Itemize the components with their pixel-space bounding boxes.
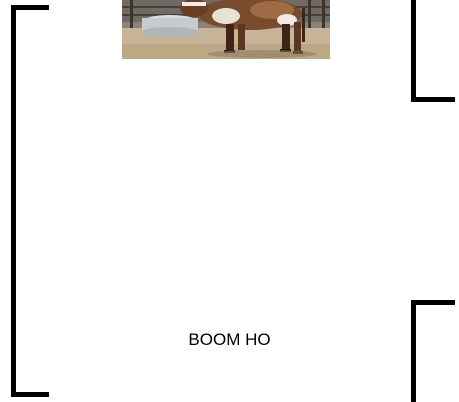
caption-text: BOOM HO <box>188 330 271 349</box>
lower-right-bracket-arm <box>411 300 455 305</box>
upper-right-bracket-spine <box>411 0 416 102</box>
upper-right-bracket-arm <box>411 97 455 102</box>
cattle-photo <box>122 0 330 59</box>
longhorn-cattle-photo-icon <box>122 0 330 59</box>
left-bracket-top-arm <box>11 5 49 10</box>
left-bracket-bottom-arm <box>11 392 49 397</box>
lower-right-bracket-spine <box>411 300 416 402</box>
